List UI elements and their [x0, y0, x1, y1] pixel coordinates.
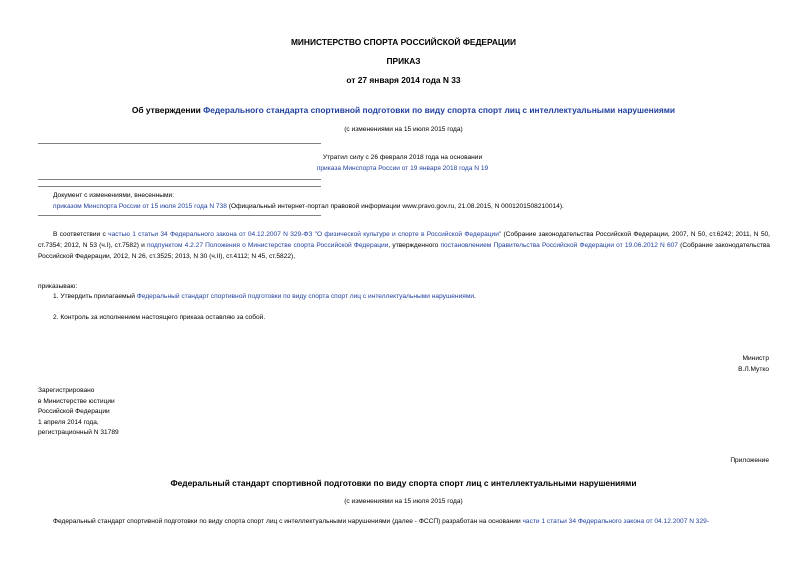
registration-line: Зарегистрировано	[38, 387, 95, 394]
registration-line: Российской Федерации	[38, 408, 110, 415]
divider	[38, 179, 321, 180]
amending-docs-rest: (Официальный интернет-портал правовой информации www.pravo.gov.ru, 21.08.2015, N 0001201508210014).	[226, 203, 564, 210]
item-1-end: .	[474, 293, 476, 300]
divider	[38, 186, 321, 187]
lost-force-link[interactable]: приказа Минспорта России от 19 января 2018 года N 19	[316, 165, 489, 172]
appendix-law-link[interactable]: части 1 статьи 34 Федерального закона от 04.12.2007 N 329-	[522, 518, 710, 525]
appendix-body	[53, 518, 709, 525]
preamble-text: (Собрание законодательства Российской Федерации, 2012, N 26, ст.3525; 2013, N 30 (ч.II), ст.4112; N 45, ст.5822),	[38, 242, 770, 260]
appendix-body-text: Федеральный стандарт спортивной подготовки по виду спорта спорт лиц с интеллектуальными нарушениями (далее - ФССП) разработан на основании	[53, 518, 523, 525]
amending-docs-link[interactable]: приказом Минспорта России от 15 июля 2015 года N 738	[53, 203, 227, 210]
appendix-amendments: (с изменениями на 15 июля 2015 года)	[344, 498, 463, 505]
registration-line: в Министерстве юстиции	[38, 397, 115, 405]
preamble-text: (Собрание законодательства Российской Федерации, 2007, N 50, ст.6242; 2011, N 50, ст.7354; 2012, N 53 (ч.I), ст.7582) и	[38, 231, 770, 249]
divider	[38, 143, 321, 144]
resolution-link[interactable]: постановлением Правительства Российской Федерации от 19.06.2012 N 607	[440, 242, 678, 249]
title-link[interactable]: Федерального стандарта спортивной подготовки по виду спорта спорт лиц с интеллектуальными нарушениями	[203, 105, 676, 115]
amendments-note: (с изменениями на 15 июля 2015 года)	[344, 126, 463, 133]
preamble-paragraph	[38, 229, 770, 262]
document-title	[0, 105, 807, 115]
standard-link[interactable]: Федеральный стандарт спортивной подготовки по виду спорта спорт лиц с интеллектуальными нарушениями	[136, 293, 475, 300]
signature-name: В.Л.Мутко	[738, 366, 769, 373]
lost-force-line: Утратил силу с 26 февраля 2018 года на основании	[322, 154, 483, 161]
law-link[interactable]: частью 1 статьи 34 Федерального закона от 04.12.2007 N 329-ФЗ "О физической культуре и спорте в Российской Федерации"	[108, 231, 502, 238]
registration-block	[38, 386, 119, 439]
order-word: приказываю:	[38, 283, 78, 290]
preamble-text: В соответствии с	[53, 231, 109, 238]
appendix-title: Федеральный стандарт спортивной подготовки по виду спорта спорт лиц с интеллектуальными нарушениями	[170, 478, 637, 488]
registration-line: регистрационный N 31789	[38, 429, 119, 436]
appendix-label: Приложение	[730, 457, 769, 464]
amending-docs-label: Документ с изменениями, внесенными:	[53, 192, 175, 199]
signature-role: Министр	[742, 355, 769, 362]
order-item-1	[53, 293, 476, 300]
date-number: от 27 января 2014 года N 33	[346, 75, 461, 85]
doc-type-heading: ПРИКАЗ	[386, 56, 421, 66]
title-prefix: Об утверждении	[131, 105, 204, 115]
ministry-heading: МИНИСТЕРСТВО СПОРТА РОССИЙСКОЙ ФЕДЕРАЦИИ	[290, 37, 517, 47]
regulation-link[interactable]: подпунктом 4.2.27 Положения о Министерстве спорта Российской Федерации	[146, 242, 389, 249]
item-1-text: 1. Утвердить прилагаемый	[53, 293, 137, 300]
amending-docs-line	[53, 203, 564, 210]
divider	[38, 215, 321, 216]
registration-line: 1 апреля 2014 года,	[38, 418, 99, 426]
preamble-text: , утвержденного	[388, 242, 441, 249]
order-item-2: 2. Контроль за исполнением настоящего приказа оставляю за собой.	[53, 314, 266, 321]
